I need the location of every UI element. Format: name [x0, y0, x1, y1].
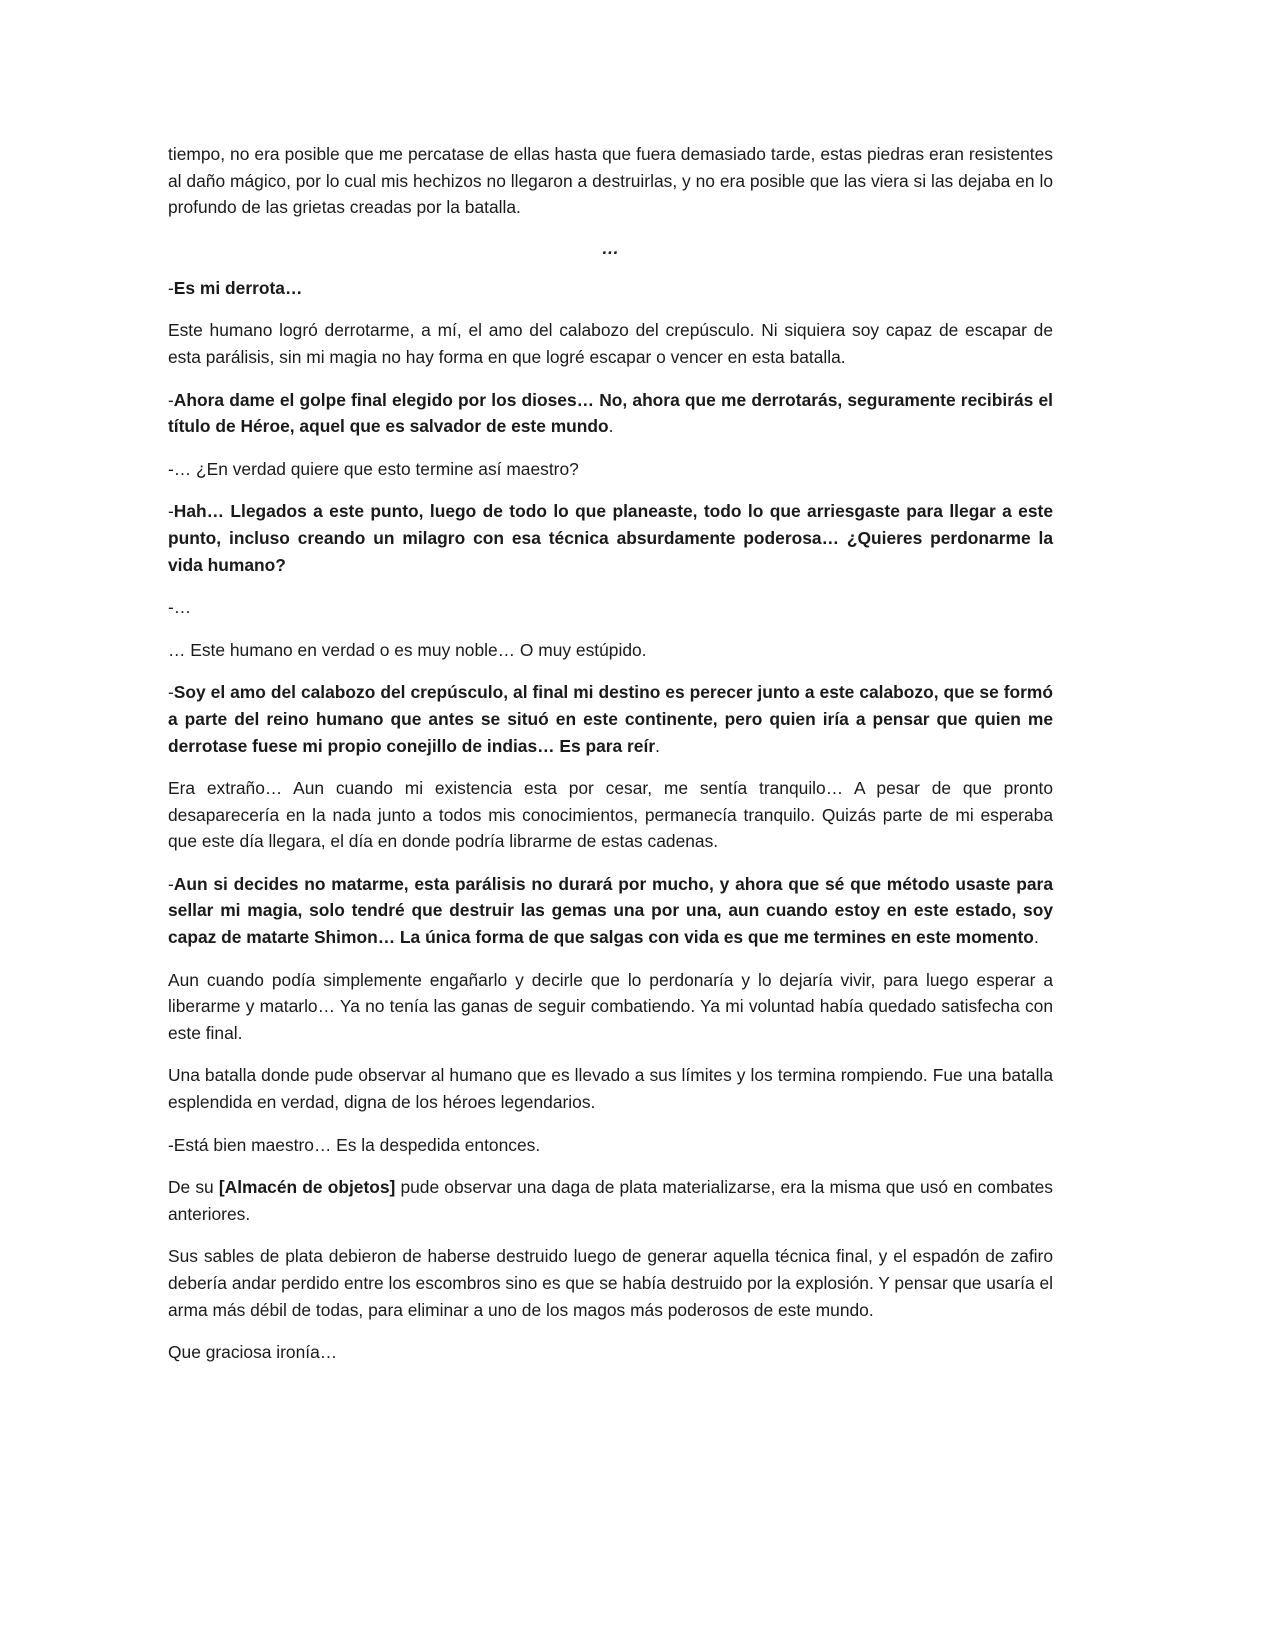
text-run: pude observar una daga de plata materializarse, era la misma que usó en combates anteriores.	[168, 1177, 1053, 1224]
text-run: Aun cuando podía simplemente engañarlo y decirle que lo perdonaría y lo dejaría vivir, para luego esperar a liberarme y matarlo… Ya no tenía las ganas de seguir combatiendo. Ya mi voluntad había quedado satisfecha con este final.	[168, 969, 1053, 1043]
paragraph	[168, 1132, 1053, 1159]
paragraph	[168, 317, 1053, 370]
bold-dialogue-text: Ahora dame el golpe final elegido por los dioses… No, ahora que me derrotarás, seguramente recibirás el título de Héroe, aquel que es salvador de este mundo	[168, 389, 1053, 437]
paragraph	[168, 275, 1053, 302]
text-run: -… ¿En verdad quiere que esto termine así maestro?	[168, 458, 579, 479]
text-run: Este humano logró derrotarme, a mí, el amo del calabozo del crepúsculo. Ni siquiera soy capaz de escapar de esta parálisis, sin mi magia no hay forma en que logré escapar o vencer en esta batalla.	[168, 320, 1053, 367]
section-before	[168, 141, 1053, 221]
paragraph	[168, 1339, 1053, 1366]
text-run: .	[608, 416, 614, 437]
scene-separator: …	[601, 237, 620, 258]
text-run: -	[168, 682, 174, 703]
paragraph	[168, 679, 1053, 759]
paragraph	[168, 498, 1053, 578]
document-page	[168, 141, 1053, 1382]
text-run: -…	[168, 597, 192, 618]
text-run: Era extraño… Aun cuando mi existencia esta por cesar, me sentía tranquilo… A pesar de que pronto desaparecería en la nada junto a todos mis conocimientos, permanecía tranquilo. Quizás parte de mi esperaba que este día llegara, el día en donde podría librarme de estas cadenas.	[168, 778, 1053, 852]
text-run: .	[655, 735, 660, 756]
text-run: … Este humano en verdad o es muy noble… O muy estúpido.	[168, 639, 647, 660]
text-run: Una batalla donde pude observar al humano que es llevado a sus límites y los termina rompiendo. Fue una batalla esplendida en verdad, digna de los héroes legendarios.	[168, 1065, 1053, 1113]
paragraph	[168, 387, 1053, 440]
paragraph	[168, 871, 1053, 951]
section-after	[168, 275, 1053, 1366]
bold-dialogue-text: Es mi derrota…	[173, 277, 303, 298]
paragraph	[168, 967, 1053, 1047]
text-run: Que graciosa ironía…	[168, 1342, 338, 1363]
text-run: De su	[168, 1177, 219, 1198]
paragraph	[168, 456, 1053, 483]
text-run: -	[168, 389, 174, 410]
text-run: -Está bien maestro… Es la despedida entonces.	[168, 1134, 541, 1155]
bold-dialogue-text: Aun si decides no matarme, esta parálisis no durará por mucho, y ahora que sé que método usaste para sellar mi magia, solo tendré que destruir las gemas una por una, aun cuando estoy en este estado, soy capaz de matarte Shimon… La única forma de que salgas con vida es que me termines en este momento	[168, 873, 1053, 948]
text-run: -	[168, 277, 174, 298]
text-run: .	[1033, 927, 1039, 948]
text-run: tiempo, no era posible que me percatase de ellas hasta que fuera demasiado tarde, estas piedras eran resistentes al daño mágico, por lo cual mis hechizos no llegaron a destruirlas, y no era posible que las viera si las dejaba en lo profundo de las grietas creadas por la batalla.	[168, 144, 1053, 218]
bold-dialogue-text: Hah… Llegados a este punto, luego de todo lo que planeaste, todo lo que arriesgaste para llegar a este punto, incluso creando un milagro con esa técnica absurdamente poderosa… ¿Quieres perdonarme la vida humano?	[168, 501, 1053, 575]
paragraph	[168, 1174, 1053, 1227]
bold-dialogue-text: [Almacén de objetos]	[218, 1177, 396, 1198]
text-run: -	[168, 873, 174, 894]
paragraph	[168, 775, 1053, 855]
text-run: -	[168, 501, 174, 522]
paragraph	[168, 637, 1053, 664]
paragraph	[168, 141, 1053, 221]
paragraph	[168, 1243, 1053, 1323]
bold-dialogue-text: Soy el amo del calabozo del crepúsculo, al final mi destino es perecer junto a este calabozo, que se formó a parte del reino humano que antes se situó en este continente, pero quien iría a pensar que quien me derrotase fuese mi propio conejillo de indias… Es para reír	[168, 682, 1053, 756]
text-run: Sus sables de plata debieron de haberse destruido luego de generar aquella técnica final, y el espadón de zafiro debería andar perdido entre los escombros sino es que se había destruido por la explosión. Y pensar que usaría el arma más débil de todas, para eliminar a uno de los magos más poderosos de este mundo.	[168, 1246, 1053, 1320]
paragraph	[168, 594, 1053, 621]
paragraph	[168, 1062, 1053, 1115]
